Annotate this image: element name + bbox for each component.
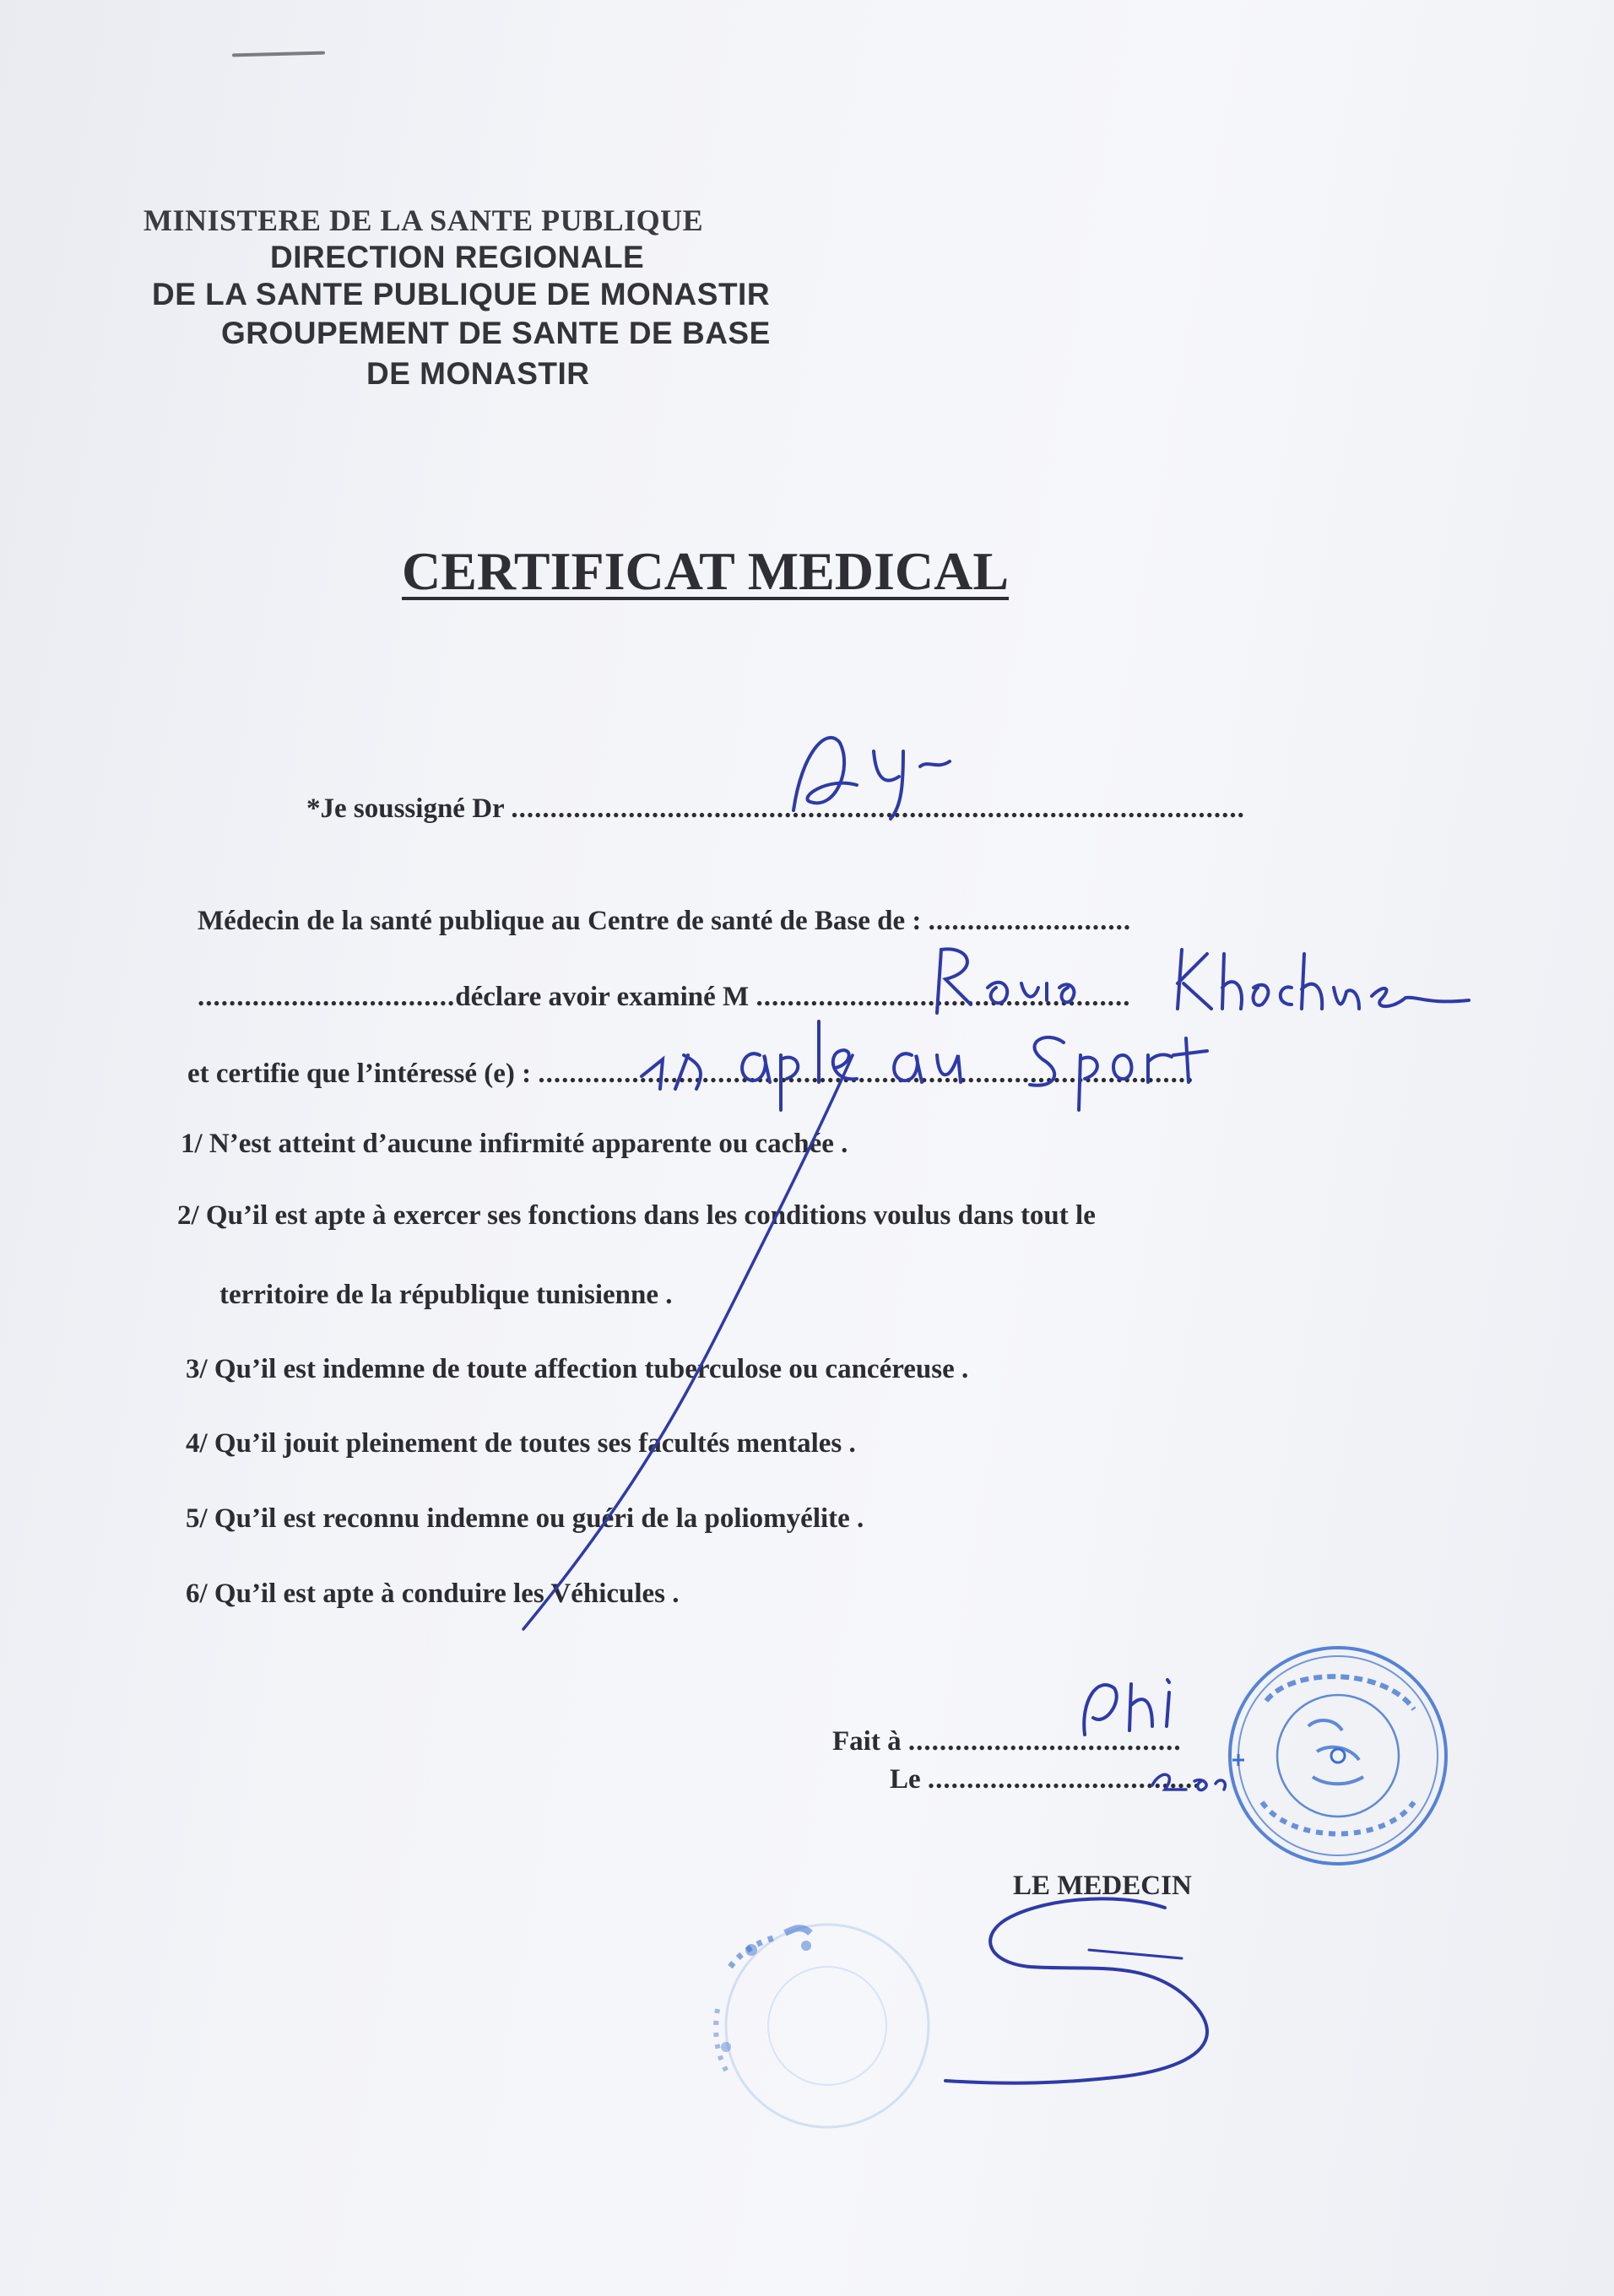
item-5: 5/ Qu’il est reconnu indemne ou guéri de la poliomyélite . xyxy=(186,1503,864,1534)
center-label: Médecin de la santé publique au Centre de santé de Base de : xyxy=(198,906,922,936)
group-line: GROUPEMENT DE SANTE DE BASE xyxy=(221,316,771,350)
patient-dots-after: ................................................ xyxy=(756,982,1131,1012)
item-2-continued: territoire de la république tunisienne . xyxy=(219,1280,673,1310)
doctor-dots: .............................................................................................. xyxy=(511,793,1245,824)
doctor-signature-label: LE MEDECIN xyxy=(1013,1871,1192,1901)
patient-dots-before: ................................. xyxy=(198,982,456,1012)
item-3: 3/ Qu’il est indemne de toute affection tuberculose ou cancéreuse . xyxy=(186,1354,969,1384)
region-line: DE LA SANTE PUBLIQUE DE MONASTIR xyxy=(152,277,771,311)
official-stamp xyxy=(1216,1633,1460,1878)
certify-dots: .................................................................................... xyxy=(538,1059,1194,1089)
item-2: 2/ Qu’il est apte à exercer ses fonctions dans les conditions voulus dans tout le xyxy=(177,1200,1096,1231)
item-1: 1/ N’est atteint d’aucune infirmité apparente ou cachée . xyxy=(181,1129,848,1159)
ministry-line: MINISTERE DE LA SANTE PUBLIQUE xyxy=(144,203,704,237)
handwritten-doctor-name xyxy=(777,718,1030,827)
date-label: Le xyxy=(890,1764,921,1795)
direction-line: DIRECTION REGIONALE xyxy=(270,240,645,274)
doctor-name-field xyxy=(306,793,1245,825)
handwritten-place xyxy=(1072,1667,1207,1760)
date-dots: ................................... xyxy=(927,1764,1201,1795)
center-field xyxy=(198,906,1131,937)
doctor-label: *Je soussigné Dr xyxy=(306,793,505,824)
item-4: 4/ Qu’il jouit pleinement de toutes ses facultés mentales . xyxy=(186,1428,856,1459)
item-6: 6/ Qu’il est apte à conduire les Véhicules . xyxy=(186,1578,680,1609)
paper-mark xyxy=(232,51,325,57)
document-title: CERTIFICAT MEDICAL xyxy=(402,541,1010,601)
fait-dots: ................................... xyxy=(907,1726,1182,1757)
center-dots: .......................... xyxy=(928,906,1132,936)
patient-label: déclare avoir examiné M xyxy=(455,982,750,1012)
strikethrough-line xyxy=(506,1047,945,1638)
city-line: DE MONASTIR xyxy=(366,356,590,391)
faded-stamp xyxy=(667,1899,1005,2136)
certify-label: et certifie que l’intéressé (e) : xyxy=(187,1059,532,1089)
fait-label: Fait à xyxy=(832,1726,902,1757)
